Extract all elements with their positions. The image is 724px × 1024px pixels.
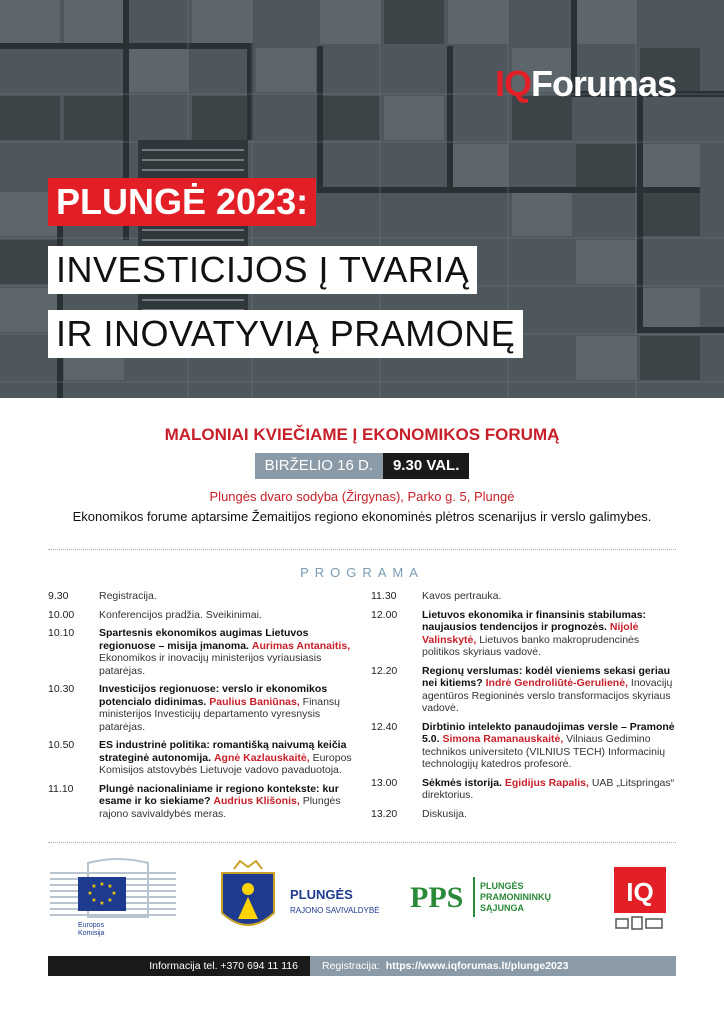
program-item xyxy=(371,721,676,771)
title-line-2: INVESTICIJOS Į TVARIĄ xyxy=(48,246,477,294)
program-text xyxy=(422,777,676,802)
program-topic: Dirbtinio intelekto panaudojimas versle – Pramonė 5.0. xyxy=(422,720,675,745)
title-line-3: IR INOVATYVIĄ PRAMONĘ xyxy=(48,310,523,358)
program-note: Lietuvos banko makroprudencinės politikos skyriaus vadovė. xyxy=(422,633,640,658)
plunge-label-1: PLUNGĖS xyxy=(290,887,353,902)
program-topic: Spartesnis ekonomikos augimas Lietuvos regionuose – misija įmanoma. xyxy=(99,627,309,652)
program-topic: Regionų verslumas: kodėl vieniems sekasi geriau nei kitiems? xyxy=(422,664,671,689)
program-time: 11.10 xyxy=(48,782,74,795)
program-time: 10.10 xyxy=(48,627,75,639)
program-time: 11.30 xyxy=(371,590,397,602)
program-note: Registracija. xyxy=(99,590,157,602)
iq-logo xyxy=(614,867,666,929)
program-speaker: Egidijus Rapalis, xyxy=(504,776,589,789)
program-topic: Lietuvos ekonomika ir finansinis stabilumas: naujausios tendencijos ir prognozės. xyxy=(422,608,647,633)
program-speaker: Indrė Gendroliūtė-Gerulienė, xyxy=(485,677,628,689)
date-time-badge xyxy=(0,453,724,479)
program-topic: Investicijos regionuose: verslo ir ekonomikos potencialo didinimas. xyxy=(99,683,328,708)
program-item xyxy=(371,808,676,821)
plunge-municipality-logo xyxy=(222,861,380,925)
pps-mark: PPS xyxy=(410,881,464,914)
program-time: 10.00 xyxy=(48,608,75,621)
program-text xyxy=(422,590,676,603)
program-time: 13.00 xyxy=(371,776,398,789)
program-time: 13.20 xyxy=(371,807,398,820)
ec-label-2: Komisija xyxy=(78,930,105,937)
program-item xyxy=(48,590,358,603)
program-text xyxy=(422,808,676,821)
divider xyxy=(48,842,676,843)
program-text xyxy=(99,683,358,733)
program-text xyxy=(99,739,358,777)
program-item xyxy=(48,683,358,733)
invitation-heading: MALONIAI KVIEČIAME Į EKONOMIKOS FORUMĄ xyxy=(164,425,560,444)
svg-text:★: ★ xyxy=(91,897,97,904)
iq-mark: IQ xyxy=(626,877,654,907)
program-time: 10.30 xyxy=(48,683,75,695)
svg-text:★: ★ xyxy=(91,883,97,890)
program-item xyxy=(48,783,358,821)
program-column-right xyxy=(371,590,676,826)
program-speaker: Nijolė Valinskytė, xyxy=(422,621,639,646)
program-item xyxy=(371,777,676,802)
program-item xyxy=(371,590,676,603)
program-time: 12.20 xyxy=(371,664,398,677)
program-speaker: Simona Ramanauskaitė, xyxy=(442,733,564,745)
ec-label-1: Europos xyxy=(78,922,105,929)
program-item xyxy=(371,665,676,715)
program-topic: Sėkmės istorija. xyxy=(422,776,502,789)
program-speaker: Paulius Baniūnas, xyxy=(209,695,300,708)
event-date: BIRŽELIO 16 D. xyxy=(255,453,383,479)
footer-bar xyxy=(48,956,676,976)
program-note: Kavos pertrauka. xyxy=(422,590,502,602)
program-note: Ekonomikos ir inovacijų ministerijos vyriausiasis patarėjas. xyxy=(99,652,322,677)
program-note: Diskusija. xyxy=(422,807,467,820)
program-speaker: Agnė Kazlauskaitė, xyxy=(213,751,310,764)
program-text xyxy=(422,665,676,715)
program-title: PROGRAMA xyxy=(300,565,424,580)
program-item xyxy=(48,627,358,677)
divider xyxy=(48,549,676,550)
program-time: 12.00 xyxy=(371,608,398,621)
program-text xyxy=(422,721,676,771)
hero-banner xyxy=(0,0,724,398)
partner-logos xyxy=(48,855,676,945)
program-item xyxy=(371,609,676,659)
registration-link[interactable]: https://www.iqforumas.lt/plunge2023 xyxy=(385,960,569,972)
pps-label-3: SĄJUNGA xyxy=(480,903,525,913)
program-text xyxy=(422,609,676,659)
event-venue: Plungės dvaro sodyba (Žirgynas), Parko g. 5, Plungė xyxy=(209,489,515,504)
pps-label-1: PLUNGĖS xyxy=(480,881,524,891)
svg-text:★: ★ xyxy=(111,890,117,897)
program-text xyxy=(99,590,358,603)
pps-logo xyxy=(410,877,551,917)
program-note: Vilniaus Gedimino technikos universiteto (VILNIUS TECH) Informacinių technologijų katedros profesorė. xyxy=(422,733,666,770)
event-time: 9.30 VAL. xyxy=(383,453,469,479)
program-topic: ES industrinė politika: romantišką naivumą keičia strateginė autonomija. xyxy=(99,739,347,764)
program-text xyxy=(99,783,358,821)
title-line-1: PLUNGĖ 2023: xyxy=(48,178,316,226)
program-time: 9.30 xyxy=(48,590,69,602)
program-note: Konferencijos pradžia. Sveikinimai. xyxy=(99,608,262,621)
program-time: 10.50 xyxy=(48,739,75,751)
program-text xyxy=(99,627,358,677)
iqforumas-logo: IQForumas xyxy=(494,63,676,104)
program-column-left xyxy=(48,590,358,826)
program-text xyxy=(99,609,358,622)
svg-text:★: ★ xyxy=(107,897,113,904)
program-note: Finansų ministerijos Investicijų departamento vyresnysis patarėjas. xyxy=(99,695,341,733)
plunge-label-2: RAJONO SAVIVALDYBĖ xyxy=(290,906,380,915)
svg-text:★: ★ xyxy=(107,883,113,890)
registration-info xyxy=(310,956,676,976)
registration-label: Registracija: xyxy=(322,960,380,972)
program-note: Plungės rajono savivaldybės meras. xyxy=(99,795,341,820)
program-note: UAB „Litspringas“ direktorius. xyxy=(422,776,675,801)
program-time: 12.40 xyxy=(371,720,398,733)
pps-label-2: PRAMONININKŲ xyxy=(480,892,551,902)
info-phone: Informacija tel. +370 694 11 116 xyxy=(48,956,310,976)
program-speaker: Audrius Klišonis, xyxy=(213,795,300,807)
svg-text:★: ★ xyxy=(87,890,93,897)
program-note: Europos Komisijos atstovybės Lietuvoje vadovo pavaduotoja. xyxy=(99,751,352,776)
program-speaker: Aurimas Antanaitis, xyxy=(251,639,351,652)
program-item xyxy=(48,739,358,777)
program-note: Inovacijų agentūros Regioninės verslo transformacijos skyriaus vadovė. xyxy=(422,677,673,714)
svg-text:★: ★ xyxy=(99,900,105,907)
event-description: Ekonomikos forume aptarsime Žemaitijos regiono ekonominės plėtros scenarijus ir verslo galimybes. xyxy=(72,509,652,524)
program-item xyxy=(48,609,358,622)
program-topic: Plungė nacionaliniame ir regiono kontekste: kur esame ir ko siekiame? xyxy=(99,782,339,807)
european-commission-logo xyxy=(50,859,176,937)
svg-text:★: ★ xyxy=(99,881,105,888)
